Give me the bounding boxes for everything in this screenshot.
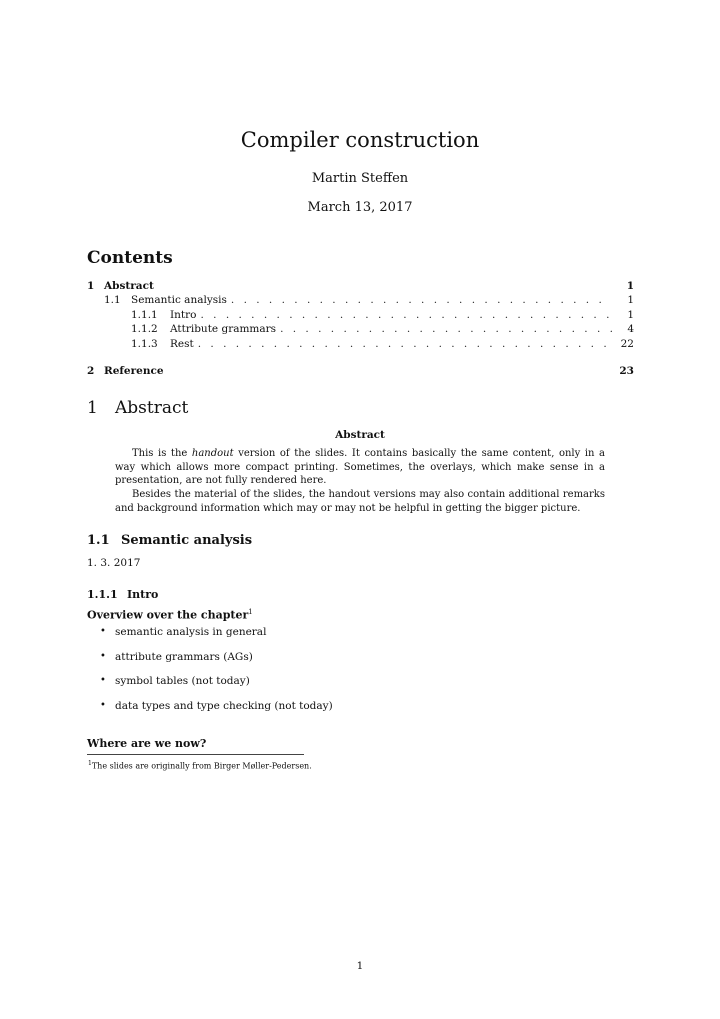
- document-author: Martin Steffen: [311, 171, 409, 186]
- list-item: • symbol tables (not today): [100, 675, 250, 687]
- toc-page: 1: [626, 280, 634, 292]
- emphasis-handout: handout: [191, 448, 234, 459]
- footnote-number: 1: [88, 760, 92, 767]
- bullet-icon: •: [100, 650, 106, 662]
- bullet-icon: •: [100, 675, 106, 686]
- toc-leader-dots: [280, 323, 612, 335]
- list-item: • attribute grammars (AGs): [100, 650, 253, 663]
- toc-title: Abstract: [104, 280, 154, 292]
- toc-leader-dots: [198, 338, 612, 350]
- subsection-date: 1. 3. 2017: [87, 557, 141, 569]
- bullet-icon: •: [100, 626, 106, 637]
- toc-entry-reference[interactable]: [87, 365, 634, 379]
- footnote-marker[interactable]: 1: [248, 608, 253, 616]
- toc-number: 2: [87, 365, 95, 377]
- subsection-number: 1.1: [87, 533, 110, 548]
- subsection-title: Semantic analysis: [121, 533, 253, 548]
- toc-leader-dots: [231, 294, 612, 306]
- toc-title: Rest: [170, 338, 194, 350]
- toc-entry-abstract[interactable]: [87, 280, 634, 294]
- subsection-heading: [87, 533, 252, 548]
- abstract-paragraph-2: Besides the material of the slides, the handout versions may also contain additional remarks and background information which may or may not be helpful in getting the bigger picture.: [115, 489, 605, 514]
- toc-page: 22: [620, 338, 634, 350]
- toc-number: 1.1: [104, 294, 121, 306]
- subsubsection-heading: [87, 588, 158, 601]
- abstract-paragraph-1: This is the handout version of the slides. It contains basically the same content, only in a way which allows more compact printing. Sometimes, the overlays, which make sense in a presentation, are not fully rendered here.: [115, 448, 606, 486]
- toc-leader-dots: [200, 309, 612, 321]
- footnote: $^1$The slides are originally from Birger Møller-Pedersen.: [88, 760, 312, 771]
- toc-page: 1: [627, 294, 634, 306]
- toc-page: 23: [619, 365, 634, 377]
- bullet-icon: •: [100, 699, 106, 711]
- abstract-heading: Abstract: [335, 429, 385, 441]
- contents-heading: Contents: [87, 248, 173, 268]
- overview-list: [100, 626, 333, 724]
- document-title: Compiler construction: [240, 128, 480, 152]
- toc-entry-rest[interactable]: [87, 338, 634, 352]
- toc-number: 1: [87, 280, 95, 292]
- footnote-rule: [87, 754, 304, 755]
- toc-number: 1.1.2: [131, 323, 158, 335]
- toc-title: Intro: [170, 309, 197, 321]
- toc-title: Semantic analysis: [131, 294, 227, 306]
- section-number: 1: [87, 398, 98, 418]
- section-heading: [87, 398, 188, 418]
- subsubsection-title: Intro: [127, 588, 159, 601]
- document-date: March 13, 2017: [307, 200, 413, 215]
- list-item: • semantic analysis in general: [100, 626, 267, 638]
- toc-number: 1.1.3: [131, 338, 158, 350]
- list-item: • data types and type checking (not today): [100, 699, 333, 712]
- where-heading: Where are we now?: [87, 737, 207, 750]
- section-title: Abstract: [115, 398, 189, 418]
- subsubsection-number: 1.1.1: [87, 588, 118, 601]
- toc-entry-intro[interactable]: [87, 309, 634, 323]
- toc-title: Reference: [104, 365, 164, 377]
- toc-title: Attribute grammars: [170, 323, 277, 335]
- toc-entry-semantic-analysis[interactable]: [87, 294, 634, 308]
- toc-entry-attribute-grammars[interactable]: [87, 323, 634, 337]
- toc-number: 1.1.1: [131, 309, 158, 321]
- toc-page: 1: [627, 309, 634, 321]
- toc-page: 4: [627, 323, 634, 335]
- overview-heading: Overview over the chapter$^1$: [87, 608, 253, 622]
- page-number: 1: [356, 960, 364, 972]
